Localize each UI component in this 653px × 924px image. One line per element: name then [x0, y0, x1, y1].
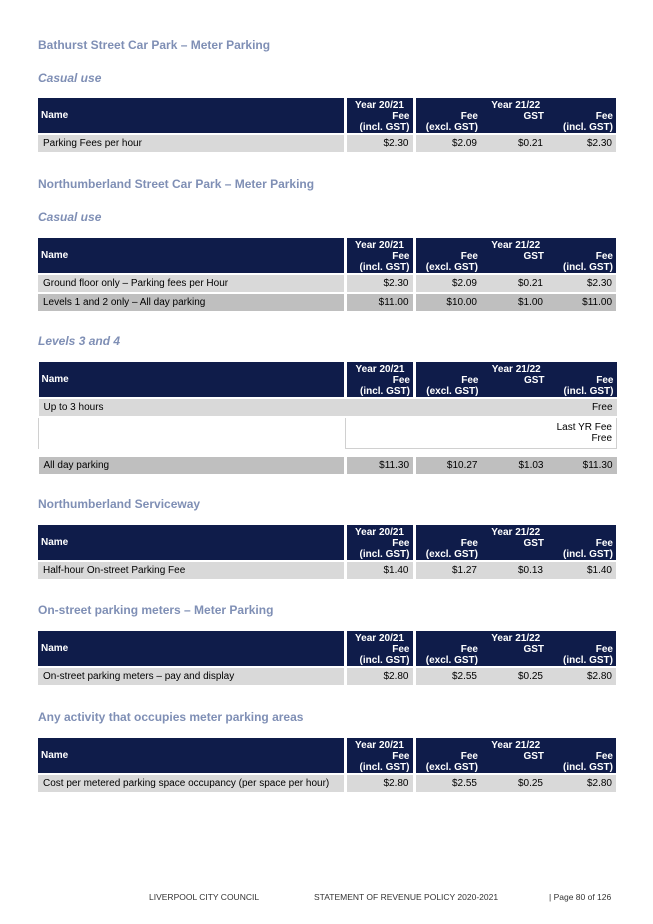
header-fee-excl [414, 111, 481, 134]
header-fee-incl-prev-line: (incl. GST) [359, 262, 410, 273]
header-fee-incl-prev-line: Fee [392, 644, 410, 655]
footer-doc-title: STATEMENT OF REVENUE POLICY 2020-2021 [314, 892, 499, 902]
row-fee-incl: $2.80 [547, 774, 616, 792]
row-blank [39, 417, 346, 449]
header-fee-incl [547, 111, 616, 134]
header-fee-excl [414, 251, 481, 274]
header-year-prev: Year 20/21 [345, 98, 414, 111]
header-fee-incl-prev-line: (incl. GST) [359, 549, 410, 560]
header-gst-line: GST [523, 375, 545, 386]
section-subtitle: Levels 3 and 4 [38, 334, 121, 348]
header-fee-excl-line: (excl. GST) [425, 122, 478, 133]
header-fee-incl-prev [345, 751, 414, 774]
header-year-curr: Year 21/22 [414, 631, 616, 644]
header-gst-line: GST [523, 538, 544, 549]
note-line: Free [591, 433, 612, 444]
row-fee-prev: $11.30 [346, 456, 415, 474]
header-fee-incl-prev-line: (incl. GST) [359, 762, 410, 773]
header-fee-incl [548, 375, 617, 398]
header-gst [482, 375, 548, 398]
row-name: Half-hour On-street Parking Fee [38, 561, 345, 579]
row-name: All day parking [39, 456, 346, 474]
row-name: Parking Fees per hour [38, 134, 345, 152]
header-name: Name [38, 631, 345, 667]
row-fee-excl: $2.09 [414, 134, 481, 152]
header-fee-incl-prev-line: Fee [392, 751, 410, 762]
header-row [38, 631, 616, 644]
row-fee-incl: $1.40 [547, 561, 616, 579]
header-fee-incl-line: (incl. GST) [563, 762, 613, 773]
table-row [39, 398, 617, 417]
row-fee-prev: $11.00 [345, 293, 414, 311]
table-row [38, 774, 616, 792]
header-year-prev: Year 20/21 [346, 362, 415, 375]
header-year-prev: Year 20/21 [345, 525, 414, 538]
row-gst: $0.21 [481, 134, 547, 152]
note-line: Last YR Fee [556, 422, 612, 433]
footer-org: LIVERPOOL CITY COUNCIL [149, 892, 260, 902]
header-fee-incl-line: (incl. GST) [563, 262, 613, 273]
section-northumberland [38, 177, 616, 191]
header-name: Name [38, 738, 345, 774]
section-levels-sub [38, 334, 616, 348]
row-fee-incl: $2.30 [547, 134, 616, 152]
header-fee-incl-prev-line: (incl. GST) [359, 122, 410, 133]
row-note [346, 417, 617, 449]
header-fee-incl-prev [345, 644, 414, 667]
header-gst-line: GST [523, 751, 544, 762]
header-fee-incl-prev [345, 111, 414, 134]
section-serviceway [38, 497, 616, 511]
header-row [39, 362, 617, 375]
table-row [38, 293, 616, 311]
header-fee-incl-prev-line: Fee [392, 538, 410, 549]
header-fee-incl-line: (incl. GST) [563, 655, 613, 666]
header-fee-incl-prev [345, 251, 414, 274]
row-name: On-street parking meters – pay and display [38, 667, 345, 685]
header-fee-excl [414, 751, 481, 774]
row-fee-prev: $2.30 [345, 134, 414, 152]
row-fee-incl: $2.80 [547, 667, 616, 685]
header-fee-incl-prev-line: Fee [392, 375, 410, 386]
header-fee-incl-line: Fee [595, 751, 613, 762]
fee-table [38, 525, 616, 579]
row-gst: $0.13 [481, 561, 547, 579]
header-fee-excl-line: (excl. GST) [425, 762, 478, 773]
table-row [38, 667, 616, 685]
header-name: Name [38, 238, 345, 274]
table-row [38, 561, 616, 579]
header-year-curr: Year 21/22 [414, 98, 616, 111]
header-fee-incl-line: (incl. GST) [563, 122, 613, 133]
fee-table [38, 238, 616, 311]
row-fee-incl: $11.00 [547, 293, 616, 311]
spacer-cell [39, 449, 617, 457]
header-fee-incl-prev [346, 375, 415, 398]
row-gst: $1.00 [481, 293, 547, 311]
row-fee-incl: $2.30 [547, 274, 616, 293]
row-fee-excl: $10.27 [415, 456, 482, 474]
header-fee-excl-line: Fee [460, 111, 478, 122]
header-year-curr: Year 21/22 [414, 238, 616, 251]
header-fee-excl [414, 538, 481, 561]
header-fee-incl-line: (incl. GST) [563, 549, 613, 560]
header-fee-excl-line: (excl. GST) [426, 386, 479, 397]
row-fee-excl: $2.55 [414, 774, 481, 792]
fee-table-serviceway [38, 525, 616, 579]
header-fee-incl [547, 538, 616, 561]
header-gst [481, 251, 547, 274]
section-northumberland-sub [38, 210, 616, 224]
header-fee-incl-line: (incl. GST) [563, 386, 614, 397]
header-fee-incl-prev-line: (incl. GST) [360, 386, 410, 397]
header-gst [481, 644, 547, 667]
section-title: Northumberland Street Car Park – Meter Parking [38, 177, 315, 191]
header-year-prev: Year 20/21 [345, 238, 414, 251]
header-year-curr: Year 21/22 [414, 525, 616, 538]
header-fee-excl-line: Fee [461, 375, 479, 386]
row-name: Ground floor only – Parking fees per Hour [38, 274, 345, 293]
header-fee-excl-line: (excl. GST) [425, 549, 478, 560]
section-title: On-street parking meters – Meter Parking [38, 603, 274, 617]
table-row [38, 134, 616, 152]
header-row [38, 738, 616, 751]
header-fee-incl-line: Fee [595, 538, 613, 549]
row-fee-incl: $11.30 [548, 456, 617, 474]
header-fee-excl-line: Fee [460, 644, 478, 655]
header-fee-incl-line: Fee [595, 644, 613, 655]
section-onstreet [38, 603, 616, 617]
header-fee-incl-line: Fee [595, 111, 613, 122]
section-title: Bathurst Street Car Park – Meter Parking [38, 38, 271, 52]
header-fee-excl-line: (excl. GST) [425, 655, 478, 666]
fee-table [38, 98, 616, 152]
row-gst: $1.03 [482, 456, 548, 474]
fee-table-levels [38, 362, 616, 474]
footer-page-number: | Page 80 of 126 [549, 892, 612, 902]
table-row [39, 456, 617, 474]
header-fee-incl-prev-line: (incl. GST) [359, 655, 410, 666]
row-free: Free [346, 398, 617, 417]
row-fee-excl: $2.55 [414, 667, 481, 685]
row-fee-excl: $2.09 [414, 274, 481, 293]
row-fee-prev: $1.40 [345, 561, 414, 579]
header-gst [481, 538, 547, 561]
section-bathurst [38, 38, 616, 52]
section-subtitle: Casual use [38, 210, 102, 224]
fee-table-activity [38, 738, 616, 792]
row-fee-prev: $2.80 [345, 774, 414, 792]
header-year-prev: Year 20/21 [345, 738, 414, 751]
row-name: Levels 1 and 2 only – All day parking [38, 293, 345, 311]
section-bathurst-sub [38, 71, 616, 85]
header-fee-excl-line: (excl. GST) [425, 262, 478, 273]
header-fee-incl-prev-line: Fee [392, 111, 410, 122]
header-row [38, 98, 616, 111]
section-title: Northumberland Serviceway [38, 497, 201, 511]
header-fee-incl [547, 251, 616, 274]
header-gst-line: GST [523, 251, 544, 262]
header-fee-excl-line: Fee [460, 751, 478, 762]
row-spacer [39, 449, 617, 457]
table-row [38, 274, 616, 293]
header-fee-incl-line: Fee [595, 251, 613, 262]
header-fee-excl [415, 375, 482, 398]
header-row [38, 525, 616, 538]
row-fee-excl: $10.00 [414, 293, 481, 311]
row-fee-excl: $1.27 [414, 561, 481, 579]
header-fee-incl [547, 644, 616, 667]
header-fee-incl-line: Fee [596, 375, 614, 386]
section-title: Any activity that occupies meter parking areas [38, 710, 304, 724]
section-activity [38, 710, 616, 724]
row-gst: $0.25 [481, 774, 547, 792]
header-gst [481, 111, 547, 134]
row-name: Up to 3 hours [39, 398, 346, 417]
header-fee-incl-prev [345, 538, 414, 561]
header-fee-excl-line: Fee [460, 251, 478, 262]
header-gst-line: GST [523, 644, 544, 655]
row-fee-prev: $2.80 [345, 667, 414, 685]
header-name: Name [39, 362, 346, 398]
header-year-curr: Year 21/22 [414, 738, 616, 751]
header-year-curr: Year 21/22 [415, 362, 617, 375]
fee-table [38, 631, 616, 685]
row-fee-prev: $2.30 [345, 274, 414, 293]
row-name: Cost per metered parking space occupancy (per space per hour) [38, 774, 345, 792]
header-name: Name [38, 98, 345, 134]
fee-table-bathurst [38, 98, 616, 152]
header-fee-excl-line: Fee [460, 538, 478, 549]
header-gst [481, 751, 547, 774]
header-name: Name [38, 525, 345, 561]
header-year-prev: Year 20/21 [345, 631, 414, 644]
row-gst: $0.25 [481, 667, 547, 685]
table-row-note [39, 417, 617, 449]
fee-table-onstreet [38, 631, 616, 685]
header-fee-incl [547, 751, 616, 774]
header-row [38, 238, 616, 251]
header-fee-incl-prev-line: Fee [392, 251, 410, 262]
row-gst: $0.21 [481, 274, 547, 293]
header-gst-line: GST [523, 111, 544, 122]
fee-table [38, 362, 617, 474]
fee-table-northumberland [38, 238, 616, 311]
fee-table [38, 738, 616, 792]
header-fee-excl [414, 644, 481, 667]
section-subtitle: Casual use [38, 71, 102, 85]
